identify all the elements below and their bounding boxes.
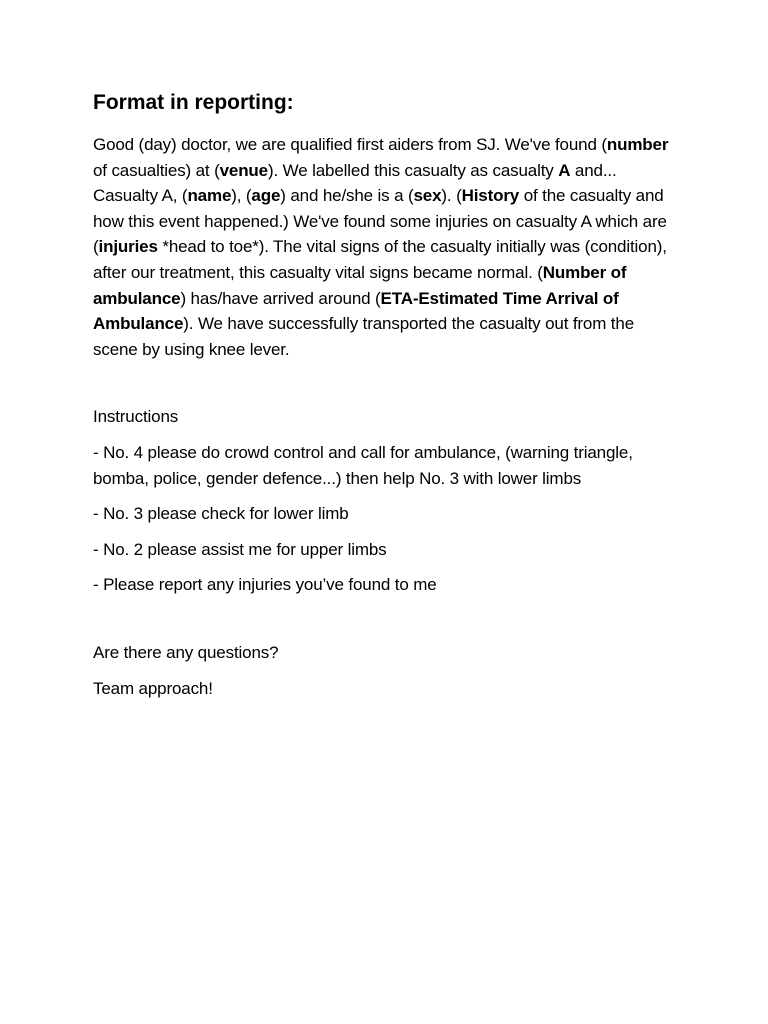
report-bold-number-of-ambulance: Number of ambulance xyxy=(93,262,627,308)
report-text: and... Casualty A, ( xyxy=(93,160,617,206)
report-text: of casualties) at ( xyxy=(93,160,220,180)
report-text: Good (day) doctor, we are qualified first aiders from SJ. We've found ( xyxy=(93,135,607,154)
report-bold-sex: sex xyxy=(413,186,442,206)
report-text: *head to toe*). The vital signs of the casualty initially was (condition), after our treatment, this casualty vital signs became normal. ( xyxy=(93,237,667,282)
report-bold-history: History xyxy=(461,186,520,206)
question-line: Are there any questions? xyxy=(93,642,279,662)
report-bold-name: name xyxy=(187,186,232,206)
spacer xyxy=(93,666,683,676)
report-bold-injuries: injuries xyxy=(98,237,158,257)
spacer xyxy=(93,362,683,404)
document-page xyxy=(93,88,683,701)
report-paragraph xyxy=(93,132,683,362)
report-text: ). We labelled this casualty as casualty xyxy=(267,160,559,180)
report-bold-venue: venue xyxy=(219,160,268,180)
instruction-item: - No. 3 please check for lower limb xyxy=(93,504,349,524)
report-text: ). ( xyxy=(441,186,462,206)
report-bold-age: age xyxy=(251,186,281,206)
spacer xyxy=(93,562,683,572)
report-text: ), ( xyxy=(231,186,252,206)
document-title: Format in reporting: xyxy=(93,91,294,114)
report-text: ) has/have arrived around ( xyxy=(180,288,381,308)
report-text: ). We have successfully transported the casualty out from the scene by using knee lever. xyxy=(93,314,634,359)
instruction-item: - No. 4 please do crowd control and call for ambulance, (warning triangle, bomba, police, gender defence...) then help No. 3 with lower limbs xyxy=(93,442,633,488)
instruction-item: - Please report any injuries you’ve found to me xyxy=(93,575,437,595)
spacer xyxy=(93,491,683,501)
spacer xyxy=(93,527,683,537)
closing-line: Team approach! xyxy=(93,678,213,698)
report-text: of the casualty and how this event happened.) We've found some injuries on casualty A which are ( xyxy=(93,186,667,257)
spacer xyxy=(93,598,683,640)
report-text: ) and he/she is a ( xyxy=(280,186,414,206)
report-bold-number: number xyxy=(606,135,669,154)
report-bold-eta: ETA-Estimated Time Arrival of Ambulance xyxy=(93,288,619,334)
report-bold-casualty-label: A xyxy=(558,160,571,180)
instruction-item: - No. 2 please assist me for upper limbs xyxy=(93,539,387,559)
spacer xyxy=(93,430,683,440)
instructions-heading: Instructions xyxy=(93,407,179,427)
